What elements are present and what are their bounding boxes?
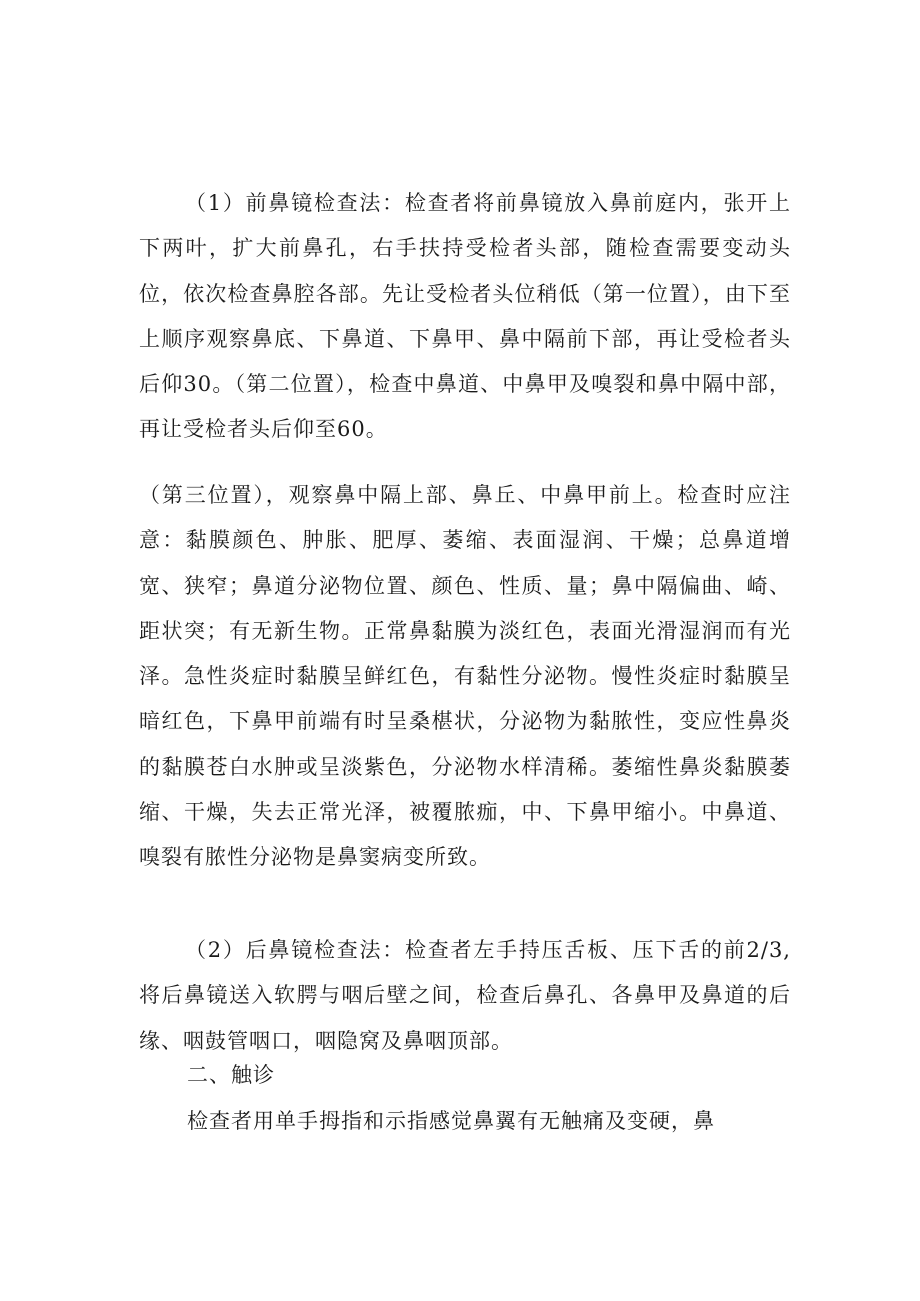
paragraph-posterior-rhinoscopy: （2）后鼻镜检查法：检查者左手持压舌板、压下舌的前2/3,将后鼻镜送入软腭与咽后壁之间，检查后鼻孔、各鼻甲及鼻道的后缘、咽鼓管咽口，咽隐窝及鼻咽顶部。: [139, 938, 791, 1053]
paragraph-palpation: 检查者用单手拇指和示指感觉鼻翼有无触痛及变硬，鼻: [187, 1109, 715, 1133]
paragraph-anterior-rhinoscopy: （1）前鼻镜检查法：检查者将前鼻镜放入鼻前庭内，张开上下两叶，扩大前鼻孔，右手扶持受检者头部，随检查需要变动头位，依次检查鼻腔各部。先让受检者头位稍低（第一位置），由下至上顺序观察鼻底、下鼻道、下鼻甲、鼻中隔前下部，再让受检者头后仰30。（第二位置），检查中鼻道、中鼻甲及嗅裂和鼻中隔中部，再让受检者头后仰至60。: [139, 191, 791, 442]
paragraph-anterior-rhinoscopy-continued: （第三位置），观察鼻中隔上部、鼻丘、中鼻甲前上。检查时应注意：黏膜颜色、肿胀、肥厚、萎缩、表面湿润、干燥；总鼻道增宽、狭窄；鼻道分泌物位置、颜色、性质、量；鼻中隔偏曲、崎、距状突；有无新生物。正常鼻黏膜为淡红色，表面光滑湿润而有光泽。急性炎症时黏膜呈鲜红色，有黏性分泌物。慢性炎症时黏膜呈暗红色，下鼻甲前端有时呈桑椹状，分泌物为黏脓性，变应性鼻炎的黏膜苍白水肿或呈淡紫色，分泌物水样清稀。萎缩性鼻炎黏膜萎缩、干燥，失去正常光泽，被覆脓痂，中、下鼻甲缩小。中鼻道、嗅裂有脓性分泌物是鼻窦病变所致。: [139, 483, 791, 870]
section-heading-palpation: 二、触诊: [187, 1063, 275, 1087]
